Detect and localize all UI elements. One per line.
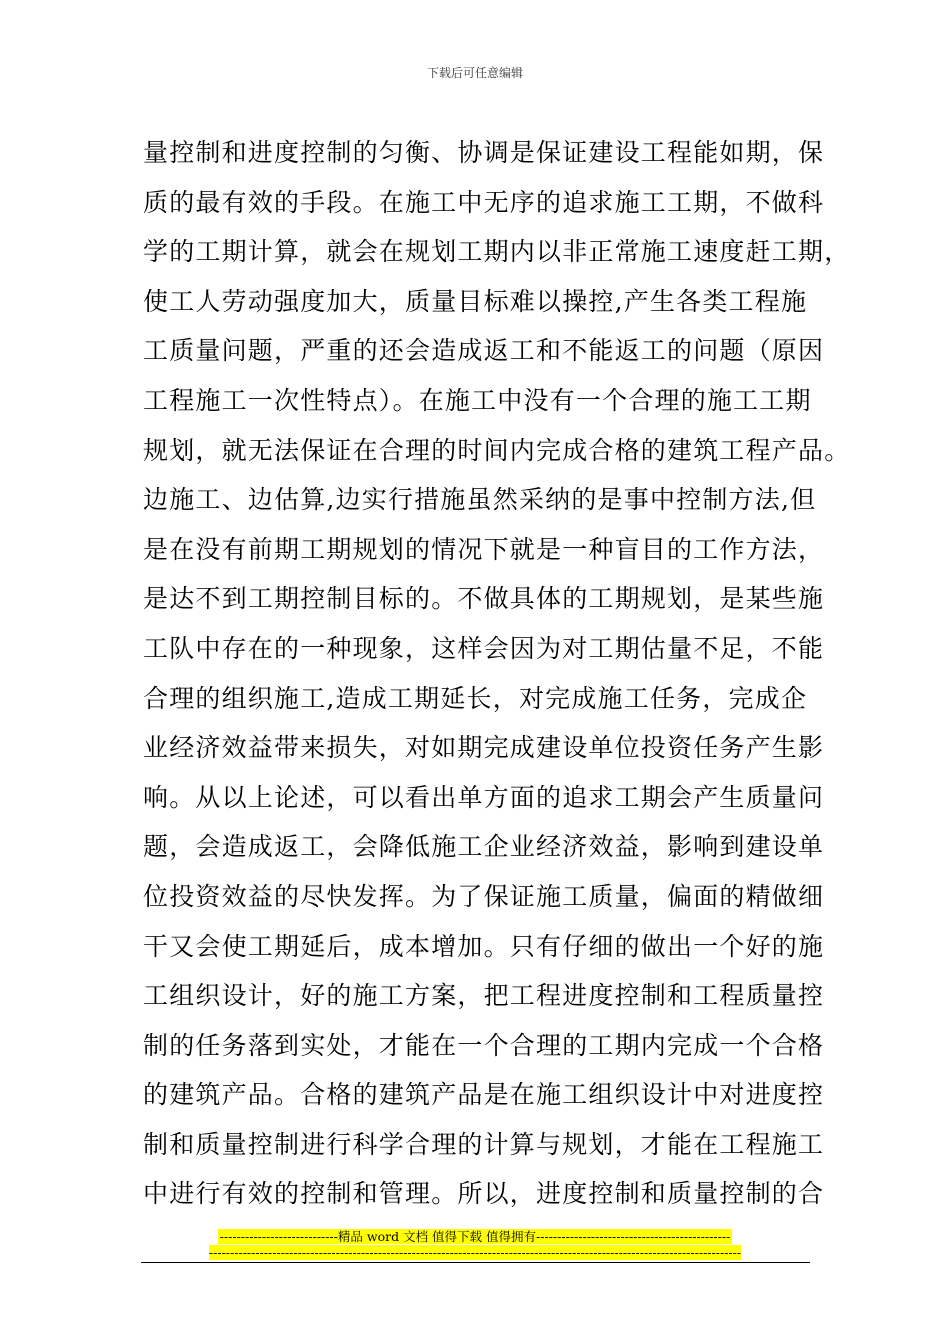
body-line: 工质量问题，严重的还会造成返工和不能返工的问题（原因 (143, 336, 825, 366)
footer-watermark-text: ----------------------------精品 word 文档 值得下载 值得拥有---------------------------------------------- (219, 1229, 731, 1244)
body-line: 质的最有效的手段。在施工中无序的追求施工工期，不做科 (143, 187, 825, 217)
body-line: 干又会使工期延后，成本增加。只有仔细的做出一个好的施 (143, 931, 825, 961)
body-line: 的建筑产品。合格的建筑产品是在施工组织设计中对进度控 (143, 1080, 825, 1110)
page-header: 下载后可任意编辑 (426, 66, 523, 80)
body-line: 合理的组织施工,造成工期延长，对完成施工任务，完成企 (143, 683, 808, 713)
body-line: 位投资效益的尽快发挥。为了保证施工质量，偏面的精做细 (143, 881, 825, 911)
body-line: 量控制和进度控制的匀衡、协调是保证建设工程能如期，保 (143, 138, 825, 167)
body-line: 学的工期计算，就会在规划工期内以非正常施工速度赶工期， (143, 237, 851, 267)
footer-watermark-line (0, 1229, 950, 1244)
body-line: 工程施工一次性特点）。在施工中没有一个合理的施工工期 (143, 385, 812, 415)
footer-dash-line (0, 1245, 950, 1260)
body-line: 工队中存在的一种现象，这样会因为对工期估量不足，不能 (143, 633, 825, 663)
body-line: 规划，就无法保证在合理的时间内完成合格的建筑工程产品。 (143, 435, 851, 465)
body-line: 业经济效益带来损失，对如期完成建设单位投资任务产生影 (143, 733, 825, 763)
body-line: 制和质量控制进行科学合理的计算与规划，才能在工程施工 (143, 1129, 825, 1159)
body-line: 制的任务落到实处，才能在一个合理的工期内完成一个合格 (143, 1030, 825, 1060)
body-line: 工组织设计，好的施工方案，把工程进度控制和工程质量控 (143, 981, 825, 1011)
footer-rule (141, 1262, 810, 1263)
body-line: 使工人劳动强度加大，质量目标难以操控,产生各类工程施 (143, 286, 808, 316)
body-line: 是在没有前期工期规划的情况下就是一种盲目的工作方法， (143, 534, 825, 564)
footer-dash-text: ------------------------------------------------------------------------------------------------------------------------------ (208, 1245, 742, 1260)
body-line: 题，会造成返工，会降低施工企业经济效益，影响到建设单 (143, 832, 825, 862)
body-line: 响。从以上论述，可以看出单方面的追求工期会产生质量问 (143, 782, 825, 812)
body-line: 边施工、边估算,边实行措施虽然采纳的是事中控制方法,但 (143, 485, 817, 515)
body-line: 中进行有效的控制和管理。所以，进度控制和质量控制的合 (143, 1179, 825, 1209)
body-text (143, 128, 851, 1219)
body-line: 是达不到工期控制目标的。不做具体的工期规划，是某些施 (143, 584, 825, 614)
